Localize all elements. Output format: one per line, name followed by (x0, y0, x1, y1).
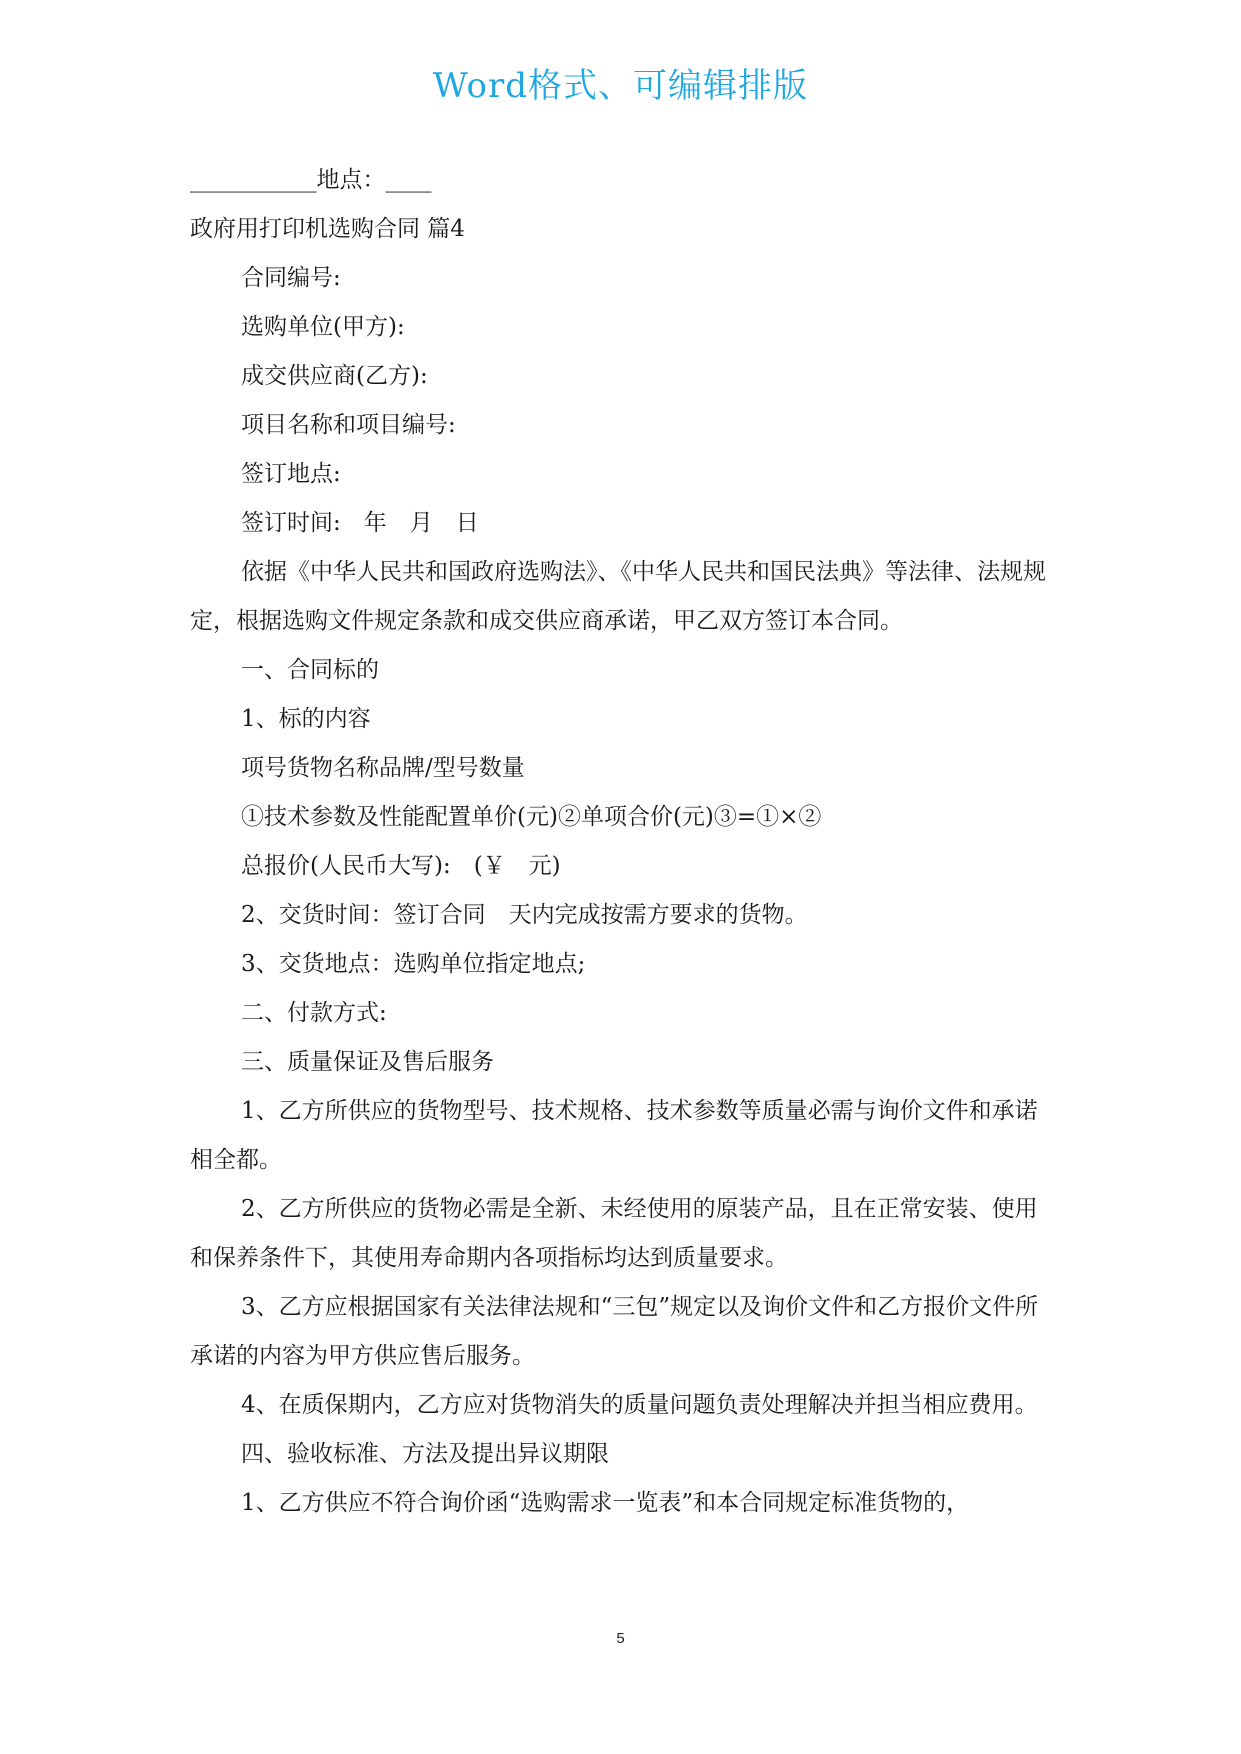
delivery-place-clause: 3、交货地点：选购单位指定地点; (241, 951, 586, 977)
subsection-heading: 1、标的内容 (241, 706, 371, 732)
clause-paragraph: 2、乙方所供应的货物必需是全新、未经使用的原装产品，且在正常安装、使用和保养条件下，其使用寿命期内各项指标均达到质量要求。 (190, 1196, 1038, 1271)
item-table-header-continued: ①技术参数及性能配置单价(元)②单项合价(元)③=①×② (241, 804, 822, 830)
clause-paragraph: 1、乙方供应不符合询价函“选购需求一览表”和本合同规定标准货物的， (241, 1490, 970, 1516)
contract-number-field: 合同编号: (241, 265, 341, 291)
signing-date-field: 签订时间: 年 月 日 (241, 510, 479, 536)
section-heading: 四、验收标准、方法及提出异议期限 (241, 1441, 609, 1467)
section-heading: 二、付款方式: (241, 1000, 387, 1026)
document-body (190, 156, 1050, 1528)
item-table-header: 项号货物名称品牌/型号数量 (241, 755, 525, 781)
clause-paragraph: 3、乙方应根据国家有关法律法规和“三包”规定以及询价文件和乙方报价文件所承诺的内容为甲方供应售后服务。 (190, 1294, 1039, 1369)
delivery-time-clause: 2、交货时间：签订合同 天内完成按需方要求的货物。 (241, 902, 808, 928)
supplier-field: 成交供应商(乙方): (241, 363, 428, 389)
page-number: 5 (616, 1630, 625, 1647)
signature-place-line: ___________地点：____ (190, 167, 432, 193)
project-name-field: 项目名称和项目编号: (241, 412, 456, 438)
legal-basis-paragraph: 依据《中华人民共和国政府选购法》、《中华人民共和国民法典》等法律、法规规定，根据选购文件规定条款和成交供应商承诺，甲乙双方签订本合同。 (190, 559, 1046, 634)
section-heading: 一、合同标的 (241, 657, 379, 683)
signing-place-field: 签订地点: (241, 461, 341, 487)
section-heading: 三、质量保证及售后服务 (241, 1049, 494, 1075)
document-header-title: Word格式、可编辑排版 (432, 66, 809, 106)
clause-paragraph: 4、在质保期内，乙方应对货物消失的质量问题负责处理解决并担当相应费用。 (241, 1392, 1038, 1418)
purchaser-field: 选购单位(甲方): (241, 314, 405, 340)
clause-paragraph: 1、乙方所供应的货物型号、技术规格、技术参数等质量必需与询价文件和承诺相全都。 (190, 1098, 1038, 1173)
total-price-field: 总报价(人民币大写): (￥ 元) (241, 853, 561, 879)
contract-title: 政府用打印机选购合同 篇4 (190, 216, 465, 242)
